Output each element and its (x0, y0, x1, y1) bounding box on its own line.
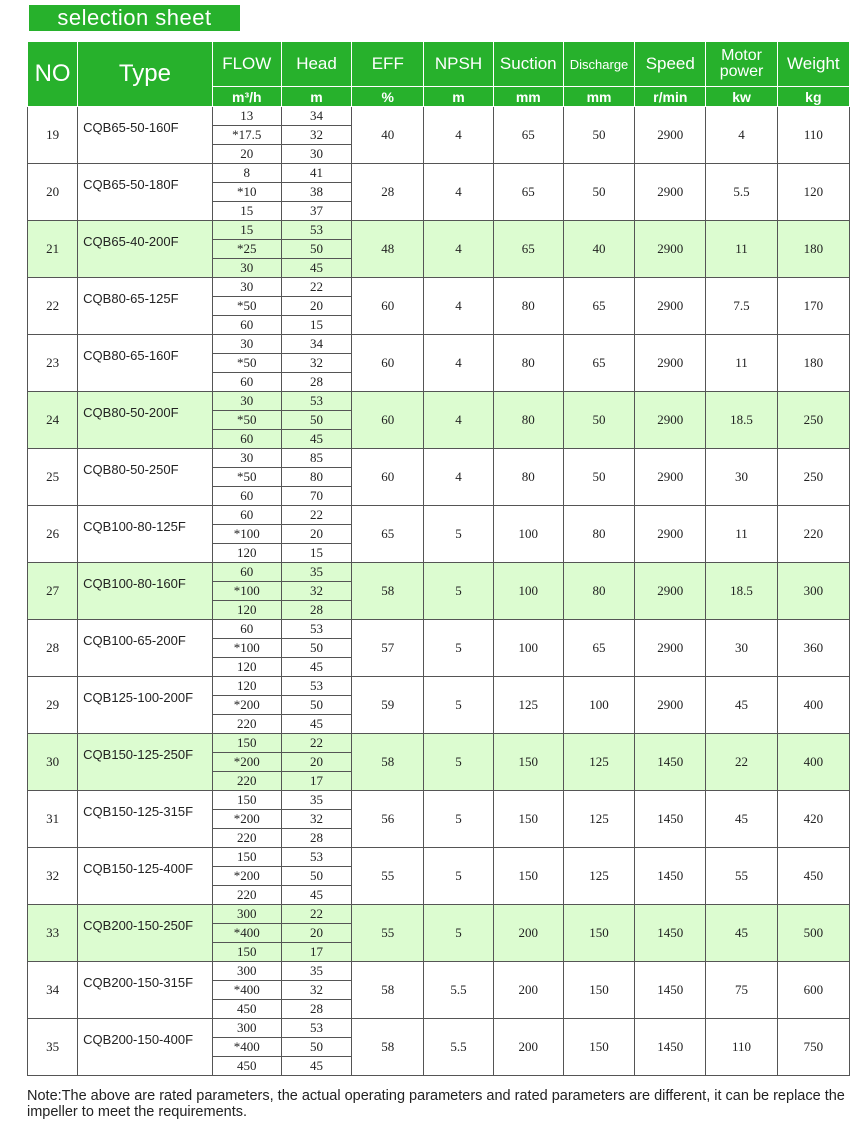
cell-npsh: 4 (424, 335, 493, 392)
cell-npsh: 5 (424, 563, 493, 620)
header-motor-power (706, 42, 777, 87)
cell-head: 85 (281, 449, 351, 468)
cell-weight: 400 (777, 677, 849, 734)
cell-suction: 65 (493, 221, 563, 278)
cell-flow: 30 (212, 392, 281, 411)
cell-eff: 59 (352, 677, 424, 734)
table-row (28, 506, 850, 525)
cell-motor: 45 (706, 905, 777, 962)
cell-head: 28 (281, 601, 351, 620)
table-row (28, 1019, 850, 1038)
cell-weight: 400 (777, 734, 849, 791)
cell-discharge: 80 (563, 506, 634, 563)
cell-flow: *25 (212, 240, 281, 259)
table-row (28, 278, 850, 297)
cell-suction: 80 (493, 392, 563, 449)
cell-suction: 65 (493, 164, 563, 221)
cell-flow: 120 (212, 677, 281, 696)
table-row (28, 734, 850, 753)
cell-flow: 60 (212, 316, 281, 335)
cell-suction: 200 (493, 1019, 563, 1076)
cell-eff: 40 (352, 107, 424, 164)
cell-head: 32 (281, 126, 351, 145)
cell-discharge: 50 (563, 164, 634, 221)
cell-discharge: 150 (563, 962, 634, 1019)
cell-head: 35 (281, 791, 351, 810)
header-suction: Suction (493, 42, 563, 87)
cell-weight: 120 (777, 164, 849, 221)
cell-type: CQB65-50-180F (78, 164, 212, 221)
cell-speed: 1450 (635, 962, 706, 1019)
cell-npsh: 5.5 (424, 962, 493, 1019)
header-motor-line1: Motor (721, 47, 762, 64)
cell-motor: 4 (706, 107, 777, 164)
cell-suction: 80 (493, 449, 563, 506)
header-type: Type (78, 42, 212, 107)
cell-head: 32 (281, 354, 351, 373)
cell-flow: *50 (212, 297, 281, 316)
cell-type: CQB150-125-400F (78, 848, 212, 905)
cell-head: 45 (281, 886, 351, 905)
cell-eff: 48 (352, 221, 424, 278)
cell-suction: 100 (493, 506, 563, 563)
cell-flow: 13 (212, 107, 281, 126)
cell-head: 45 (281, 658, 351, 677)
cell-speed: 2900 (635, 278, 706, 335)
cell-flow: *17.5 (212, 126, 281, 145)
cell-flow: 220 (212, 829, 281, 848)
cell-speed: 1450 (635, 1019, 706, 1076)
cell-speed: 1450 (635, 848, 706, 905)
cell-no: 26 (28, 506, 78, 563)
cell-motor: 7.5 (706, 278, 777, 335)
cell-flow: 300 (212, 962, 281, 981)
cell-no: 21 (28, 221, 78, 278)
cell-suction: 125 (493, 677, 563, 734)
header-no: NO (28, 42, 78, 107)
cell-eff: 60 (352, 278, 424, 335)
header-motor-line2: power (719, 63, 764, 80)
cell-flow: *400 (212, 1038, 281, 1057)
cell-head: 20 (281, 525, 351, 544)
table-row (28, 677, 850, 696)
cell-flow: 450 (212, 1057, 281, 1076)
footnote: Note:The above are rated parameters, the actual operating parameters and rated parameters are different, it can be replace the impeller to meet the requirements. (27, 1088, 845, 1120)
cell-npsh: 4 (424, 221, 493, 278)
cell-eff: 58 (352, 1019, 424, 1076)
cell-discharge: 150 (563, 1019, 634, 1076)
cell-flow: *200 (212, 696, 281, 715)
cell-npsh: 4 (424, 278, 493, 335)
cell-flow: 120 (212, 601, 281, 620)
cell-head: 53 (281, 677, 351, 696)
cell-npsh: 5 (424, 791, 493, 848)
table-row (28, 905, 850, 924)
cell-no: 34 (28, 962, 78, 1019)
cell-head: 38 (281, 183, 351, 202)
cell-head: 50 (281, 240, 351, 259)
cell-head: 53 (281, 848, 351, 867)
cell-eff: 60 (352, 335, 424, 392)
cell-discharge: 65 (563, 620, 634, 677)
cell-weight: 450 (777, 848, 849, 905)
cell-suction: 80 (493, 335, 563, 392)
cell-flow: 60 (212, 620, 281, 639)
cell-flow: 450 (212, 1000, 281, 1019)
cell-head: 28 (281, 1000, 351, 1019)
selection-table (27, 41, 850, 1076)
cell-flow: *50 (212, 411, 281, 430)
unit-weight: kg (777, 87, 849, 107)
cell-head: 32 (281, 981, 351, 1000)
cell-flow: 120 (212, 544, 281, 563)
cell-motor: 18.5 (706, 563, 777, 620)
cell-head: 50 (281, 411, 351, 430)
cell-head: 53 (281, 1019, 351, 1038)
cell-npsh: 5.5 (424, 1019, 493, 1076)
cell-head: 22 (281, 278, 351, 297)
cell-speed: 2900 (635, 563, 706, 620)
cell-motor: 11 (706, 221, 777, 278)
cell-flow: *400 (212, 981, 281, 1000)
cell-motor: 11 (706, 335, 777, 392)
cell-npsh: 4 (424, 164, 493, 221)
cell-weight: 250 (777, 392, 849, 449)
cell-head: 70 (281, 487, 351, 506)
table-row (28, 392, 850, 411)
cell-head: 32 (281, 582, 351, 601)
cell-discharge: 65 (563, 335, 634, 392)
cell-speed: 2900 (635, 107, 706, 164)
cell-npsh: 4 (424, 449, 493, 506)
cell-type: CQB80-50-200F (78, 392, 212, 449)
cell-head: 50 (281, 696, 351, 715)
cell-head: 80 (281, 468, 351, 487)
cell-weight: 220 (777, 506, 849, 563)
cell-type: CQB100-65-200F (78, 620, 212, 677)
cell-flow: 15 (212, 202, 281, 221)
cell-eff: 58 (352, 962, 424, 1019)
cell-flow: 120 (212, 658, 281, 677)
cell-suction: 150 (493, 734, 563, 791)
cell-suction: 150 (493, 791, 563, 848)
cell-motor: 75 (706, 962, 777, 1019)
cell-head: 15 (281, 544, 351, 563)
cell-eff: 60 (352, 392, 424, 449)
cell-weight: 180 (777, 335, 849, 392)
cell-flow: *100 (212, 639, 281, 658)
header-npsh: NPSH (424, 42, 493, 87)
cell-flow: 150 (212, 791, 281, 810)
cell-npsh: 5 (424, 905, 493, 962)
cell-flow: 60 (212, 487, 281, 506)
cell-head: 37 (281, 202, 351, 221)
cell-flow: *50 (212, 354, 281, 373)
table-row (28, 221, 850, 240)
cell-head: 22 (281, 734, 351, 753)
cell-eff: 55 (352, 848, 424, 905)
cell-head: 15 (281, 316, 351, 335)
cell-flow: 300 (212, 905, 281, 924)
cell-npsh: 4 (424, 392, 493, 449)
cell-discharge: 80 (563, 563, 634, 620)
cell-speed: 2900 (635, 620, 706, 677)
header-discharge: Discharge (563, 42, 634, 87)
cell-suction: 200 (493, 962, 563, 1019)
unit-head: m (281, 87, 351, 107)
header-speed: Speed (635, 42, 706, 87)
cell-suction: 65 (493, 107, 563, 164)
cell-flow: 60 (212, 506, 281, 525)
header-row (28, 42, 850, 87)
cell-speed: 2900 (635, 392, 706, 449)
cell-speed: 2900 (635, 221, 706, 278)
cell-head: 45 (281, 259, 351, 278)
cell-no: 29 (28, 677, 78, 734)
cell-npsh: 5 (424, 620, 493, 677)
header-head: Head (281, 42, 351, 87)
cell-speed: 2900 (635, 335, 706, 392)
cell-suction: 80 (493, 278, 563, 335)
cell-flow: 60 (212, 373, 281, 392)
cell-weight: 300 (777, 563, 849, 620)
cell-no: 22 (28, 278, 78, 335)
cell-head: 34 (281, 335, 351, 354)
cell-head: 17 (281, 943, 351, 962)
cell-flow: *200 (212, 753, 281, 772)
cell-flow: 20 (212, 145, 281, 164)
cell-type: CQB150-125-250F (78, 734, 212, 791)
cell-motor: 30 (706, 449, 777, 506)
cell-flow: 60 (212, 563, 281, 582)
cell-head: 53 (281, 620, 351, 639)
cell-type: CQB150-125-315F (78, 791, 212, 848)
cell-head: 50 (281, 867, 351, 886)
cell-flow: 30 (212, 259, 281, 278)
cell-flow: 150 (212, 848, 281, 867)
cell-flow: 220 (212, 886, 281, 905)
cell-discharge: 40 (563, 221, 634, 278)
cell-flow: *200 (212, 810, 281, 829)
cell-speed: 2900 (635, 449, 706, 506)
cell-type: CQB100-80-160F (78, 563, 212, 620)
cell-type: CQB80-50-250F (78, 449, 212, 506)
cell-head: 50 (281, 639, 351, 658)
cell-flow: 8 (212, 164, 281, 183)
cell-suction: 150 (493, 848, 563, 905)
cell-speed: 2900 (635, 506, 706, 563)
cell-head: 53 (281, 392, 351, 411)
cell-eff: 58 (352, 734, 424, 791)
cell-motor: 30 (706, 620, 777, 677)
cell-head: 35 (281, 962, 351, 981)
cell-eff: 55 (352, 905, 424, 962)
cell-suction: 100 (493, 563, 563, 620)
cell-type: CQB125-100-200F (78, 677, 212, 734)
cell-flow: 220 (212, 772, 281, 791)
cell-no: 19 (28, 107, 78, 164)
cell-head: 20 (281, 924, 351, 943)
cell-no: 25 (28, 449, 78, 506)
cell-weight: 110 (777, 107, 849, 164)
cell-head: 50 (281, 1038, 351, 1057)
cell-no: 28 (28, 620, 78, 677)
cell-npsh: 5 (424, 848, 493, 905)
cell-discharge: 125 (563, 734, 634, 791)
cell-eff: 28 (352, 164, 424, 221)
cell-type: CQB200-150-250F (78, 905, 212, 962)
table-row (28, 563, 850, 582)
cell-weight: 600 (777, 962, 849, 1019)
cell-weight: 750 (777, 1019, 849, 1076)
cell-eff: 58 (352, 563, 424, 620)
cell-head: 35 (281, 563, 351, 582)
cell-motor: 22 (706, 734, 777, 791)
cell-discharge: 50 (563, 107, 634, 164)
unit-motor: kw (706, 87, 777, 107)
cell-head: 41 (281, 164, 351, 183)
cell-no: 35 (28, 1019, 78, 1076)
unit-discharge: mm (563, 87, 634, 107)
cell-weight: 360 (777, 620, 849, 677)
unit-speed: r/min (635, 87, 706, 107)
cell-speed: 2900 (635, 677, 706, 734)
cell-speed: 2900 (635, 164, 706, 221)
cell-discharge: 150 (563, 905, 634, 962)
cell-head: 22 (281, 905, 351, 924)
cell-no: 30 (28, 734, 78, 791)
cell-flow: 150 (212, 734, 281, 753)
cell-head: 30 (281, 145, 351, 164)
cell-flow: *200 (212, 867, 281, 886)
cell-discharge: 125 (563, 848, 634, 905)
cell-type: CQB80-65-125F (78, 278, 212, 335)
unit-npsh: m (424, 87, 493, 107)
cell-weight: 170 (777, 278, 849, 335)
cell-discharge: 125 (563, 791, 634, 848)
header-weight: Weight (777, 42, 849, 87)
cell-flow: *400 (212, 924, 281, 943)
cell-head: 53 (281, 221, 351, 240)
cell-weight: 180 (777, 221, 849, 278)
cell-no: 24 (28, 392, 78, 449)
cell-suction: 200 (493, 905, 563, 962)
table-body (28, 107, 850, 1076)
cell-no: 31 (28, 791, 78, 848)
cell-no: 27 (28, 563, 78, 620)
cell-weight: 500 (777, 905, 849, 962)
header-flow: FLOW (212, 42, 281, 87)
cell-eff: 60 (352, 449, 424, 506)
cell-motor: 55 (706, 848, 777, 905)
cell-discharge: 50 (563, 392, 634, 449)
cell-no: 20 (28, 164, 78, 221)
table-row (28, 164, 850, 183)
cell-speed: 1450 (635, 734, 706, 791)
cell-eff: 65 (352, 506, 424, 563)
cell-flow: *10 (212, 183, 281, 202)
cell-head: 20 (281, 297, 351, 316)
cell-flow: 220 (212, 715, 281, 734)
cell-type: CQB65-40-200F (78, 221, 212, 278)
table-row (28, 107, 850, 126)
header-eff: EFF (352, 42, 424, 87)
cell-type: CQB200-150-400F (78, 1019, 212, 1076)
cell-discharge: 100 (563, 677, 634, 734)
cell-type: CQB200-150-315F (78, 962, 212, 1019)
cell-flow: 300 (212, 1019, 281, 1038)
cell-flow: 15 (212, 221, 281, 240)
unit-suction: mm (493, 87, 563, 107)
table-row (28, 335, 850, 354)
unit-eff: % (352, 87, 424, 107)
cell-head: 32 (281, 810, 351, 829)
cell-speed: 1450 (635, 905, 706, 962)
cell-head: 22 (281, 506, 351, 525)
cell-head: 34 (281, 107, 351, 126)
cell-npsh: 5 (424, 677, 493, 734)
cell-flow: *100 (212, 582, 281, 601)
cell-npsh: 5 (424, 506, 493, 563)
cell-motor: 45 (706, 677, 777, 734)
cell-eff: 57 (352, 620, 424, 677)
table-row (28, 962, 850, 981)
cell-suction: 100 (493, 620, 563, 677)
cell-flow: *50 (212, 468, 281, 487)
cell-type: CQB100-80-125F (78, 506, 212, 563)
cell-no: 33 (28, 905, 78, 962)
cell-no: 23 (28, 335, 78, 392)
cell-motor: 18.5 (706, 392, 777, 449)
cell-motor: 5.5 (706, 164, 777, 221)
cell-flow: 30 (212, 278, 281, 297)
table-row (28, 449, 850, 468)
cell-no: 32 (28, 848, 78, 905)
table-row (28, 848, 850, 867)
cell-npsh: 4 (424, 107, 493, 164)
cell-flow: 60 (212, 430, 281, 449)
sheet-title: selection sheet (29, 5, 240, 31)
cell-type: CQB80-65-160F (78, 335, 212, 392)
cell-eff: 56 (352, 791, 424, 848)
table-row (28, 791, 850, 810)
cell-head: 45 (281, 1057, 351, 1076)
cell-head: 17 (281, 772, 351, 791)
cell-motor: 11 (706, 506, 777, 563)
cell-type: CQB65-50-160F (78, 107, 212, 164)
cell-head: 45 (281, 715, 351, 734)
table-row (28, 620, 850, 639)
cell-speed: 1450 (635, 791, 706, 848)
cell-discharge: 65 (563, 278, 634, 335)
cell-weight: 420 (777, 791, 849, 848)
cell-flow: 30 (212, 449, 281, 468)
cell-head: 20 (281, 753, 351, 772)
cell-flow: 30 (212, 335, 281, 354)
cell-discharge: 50 (563, 449, 634, 506)
cell-head: 28 (281, 373, 351, 392)
cell-motor: 45 (706, 791, 777, 848)
cell-head: 45 (281, 430, 351, 449)
cell-flow: *100 (212, 525, 281, 544)
cell-motor: 110 (706, 1019, 777, 1076)
unit-flow: m³/h (212, 87, 281, 107)
cell-npsh: 5 (424, 734, 493, 791)
cell-flow: 150 (212, 943, 281, 962)
cell-head: 28 (281, 829, 351, 848)
cell-weight: 250 (777, 449, 849, 506)
